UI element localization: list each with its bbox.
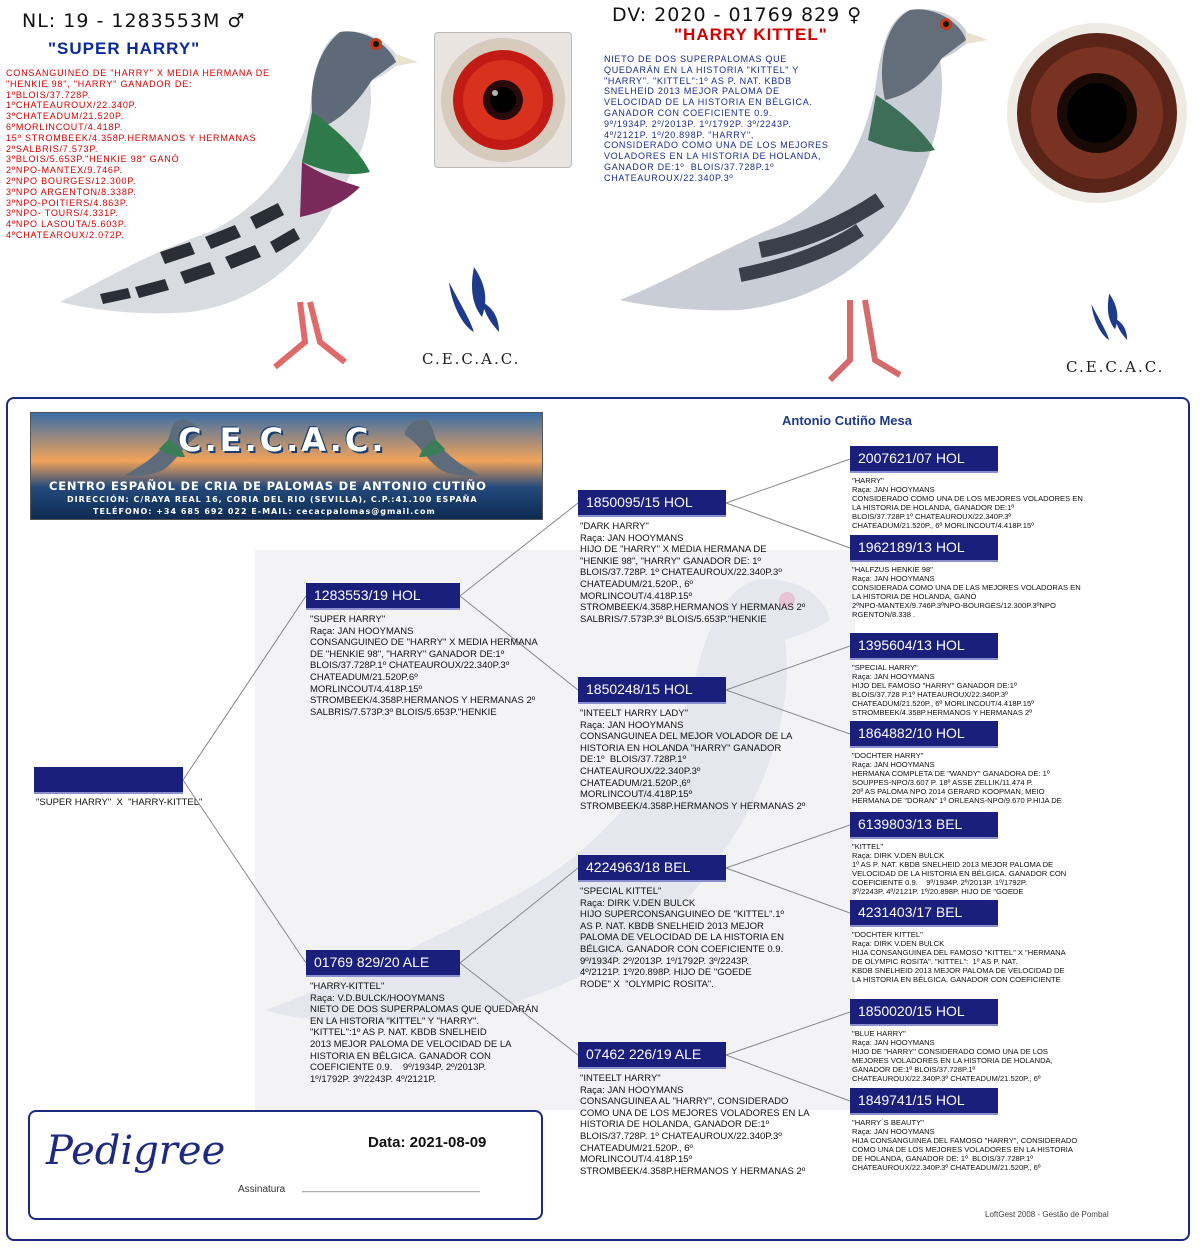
banner-title: C.E.C.A.C. [178, 421, 387, 459]
great-grandparent-4-details: "DOCHTER HARRY" Raça: JAN HOOYMANS HERMANA COMPLETA DE "WANDY" GANADORA DE: 1º SOUPPES-NPO/3.607 P. 18º ASSE ZELLIK/11.474 P. 20º AS PALOMA NPO 2014 GERARD KOOPMAN, MEIO HERMANA DE "DORAN" 1º ORLEANS-NPO/9.670 P.HIJA DE [852, 751, 1062, 805]
cecac-banner [30, 412, 543, 520]
grandsire-maternal-ring-box: 4224963/18 BEL [578, 855, 726, 882]
pedigree-title: Pedigree [46, 1128, 226, 1174]
harry-kittel-description: NIETO DE DOS SUPERPALOMAS QUE QUEDARÁN EN LA HISTORIA "KITTEL" Y "HARRY". "KITTEL":1º AS P. NAT. KBDB SNELHEID 2013 MEJOR PALOMA DE VELOCIDAD DE LA HISTORIA EN BÉLGICA. GANADOR CON COEFICIENTE 0.9. 9º/1934P. 2º/2013P. 1º/1792P. 3º/2243P. 4º/2121P. 1º/20.898P. "HARRY", CONSIDERADO COMO UNA DE LOS MEJORES VOLADORES EN LA HISTORIA DE HOLANDA, GANADOR DE:1º BLOIS/37.728P.1º CHATEAUROUX/22.340P.3º [604, 54, 829, 183]
great-grandparent-8-details: "HARRY´S BEAUTY" Raça: JAN HOOYMANS HIJA CONSANGUINEA DEL FAMOSO "HARRY", CONSIDERADO COMO UNA DE LOS MEJORES VOLADORES EN LA HISTORIA DE HOLANDA, GANADOR DE: 1º BLOIS/37.728P.1º CHATEAUROUX/22.340P.3º CHATEADUM/21.520P., 6º [852, 1118, 1078, 1172]
harry-kittel-ring-number: DV: 2020 - 01769 829 ♀ [612, 4, 863, 26]
great-grandparent-7-details: "BLUE HARRY" Raça: JAN HOOYMANS HIJO DE "HARRY" CONSIDERADO COMO UNA DE LOS MEJORES VOLADORES EN LA HISTORIA DE HOLANDA, GANADOR DE:1º BLOIS/37.728P.1º CHATEAUROUX/22.340P.3º CHATEADUM/21.520P., 6º [852, 1029, 1053, 1083]
banner-pigeon-right-icon [401, 415, 481, 485]
grandsire-paternal-ring-box: 1850095/15 HOL [578, 490, 726, 517]
great-grandparent-3-details: "SPECIAL HARRY" Raça: JAN HOOYMANS HIJO DEL FAMOSO "HARRY" GANADOR DE:1º BLOIS/37.728 P.1º HATEAUROUX/22.340P.3º CHATEADUM/21.520P., 6º MORLINCOUT/4.418P.15º STROMBEEK/4.358P.HERMANOS Y HERMANAS 2º [852, 663, 1034, 717]
cecac-logo-text-right: C.E.C.A.C. [1066, 358, 1165, 376]
banner-address: DIRECCIÓN: C/RAYA REAL 16, CORIA DEL RIO (SEVILLA), C.P.:41.100 ESPAÑA [67, 495, 478, 504]
super-harry-ring-number: NL: 19 - 1283553M ♂ [22, 10, 246, 32]
great-grandparent-3-ring-box: 1395604/13 HOL [850, 633, 998, 660]
software-credit: LoftGest 2008 - Gestão de Pombal [985, 1210, 1109, 1219]
great-grandparent-6-ring-box: 4231403/17 BEL [850, 900, 998, 927]
granddam-maternal-ring-box: 07462 226/19 ALE [578, 1042, 726, 1069]
great-grandparent-7-ring-box: 1850020/15 HOL [850, 999, 998, 1026]
owner-name: Antonio Cutiño Mesa [782, 413, 912, 428]
harry-kittel-name: "HARRY KITTEL" [674, 25, 828, 44]
sire-details: "SUPER HARRY" Raça: JAN HOOYMANS CONSANGUINEO DE "HARRY" X MEDIA HERMANA DE "HENKIE 98", "HARRY" GANADOR DE:1º BLOIS/37.728P.1º CHATEAUROUX/22.340P.3º CHATEADUM/21.520P.6º MORLINCOUT/4.418P.15º STROMBEEK/4.358P.HERMANOS Y HERMANAS 2º SALBRIS/7.573P.3º BLOIS/5.653P."HENKIE [310, 614, 538, 718]
signature-line[interactable]: ________________________________ [302, 1182, 480, 1193]
dam-ring-box: 01769 829/20 ALE [306, 950, 460, 977]
grandsire-paternal-details: "DARK HARRY" Raça: JAN HOOYMANS HIJO DE "HARRY" X MEDIA HERMANA DE "HENKIE 98", "HARRY" GANADOR DE: 1º BLOIS/37.728P. 1º CHATEAUROUX/22.340P.3º CHATEADUM/21.520P., 6º MORLINCOUT/4.418P.15º STROMBEEK/4.358P.HERMANOS Y HERMANAS 2º SALBRIS/7.573P.3º BLOIS/5.653P."HENKIE [580, 521, 806, 625]
granddam-paternal-details: "INTEELT HARRY LADY" Raça: JAN HOOYMANS CONSANGUINEA DEL MEJOR VOLADOR DE LA HISTORIA EN HOLANDA "HARRY" GANADOR DE:1º BLOIS/37.728P.1º CHATEAUROUX/22.340P.3º CHATEADUM/21.520P.,6º MORLINCOUT/4.418P.15º STROMBEEK/4.358P.HERMANOS Y HERMANAS 2º [580, 708, 806, 812]
pedigree-date: Data: 2021-08-09 [368, 1134, 487, 1151]
super-harry-name: "SUPER HARRY" [48, 39, 201, 58]
granddam-maternal-details: "INTEELT HARRY" Raça: JAN HOOYMANS CONSANGUINEA AL "HARRY", CONSIDERADO COMO UNA DE LOS MEJORES VOLADORES EN LA HISTORIA DE HOLANDA, GANADOR DE:1º BLOIS/37.728P. 1º CHATEAUROUX/22.340P.3º CHATEADUM/21.520P., 6º MORLINCOUT/4.418P.15º STROMBEEK/4.358P.HERMANOS Y HERMANAS 2º [580, 1073, 810, 1177]
great-grandparent-1-details: "HARRY" Raça: JAN HOOYMANS CONSIDERADO COMO UNA DE LOS MEJORES VOLADORES EN LA HISTORIA DE HOLANDA, GANADOR DE:1º BLOIS/37.728P.1º CHATEAUROUX/22.340P.3º CHATEADUM/21.520P., 6º MORLINCOUT/4.418P.15º [852, 476, 1083, 530]
granddam-paternal-ring-box: 1850248/15 HOL [578, 677, 726, 704]
grandsire-maternal-details: "SPECIAL KITTEL" Raça: DIRK V.DEN BULCK HIJO SUPERCONSANGUINEO DE "KITTEL".1º AS P. NAT. KBDB SNELHEID 2013 MEJOR PALOMA DE VELOCIDAD DE LA HISTORIA EN BÉLGICA. GANADOR CON COEFICIENTE 0.9. 9º/1934P. 2º/2013P. 1º/1792P. 3º/2243P. 4º/2121P. 1º/20.898P. HIJO DE "GOEDE RODE" X "OLYMPIC ROSITA". [580, 886, 784, 990]
great-grandparent-8-ring-box: 1849741/15 HOL [850, 1088, 998, 1115]
banner-contact: TELÉFONO: +34 685 692 022 E-MAIL: cecacpalomas@gmail.com [93, 507, 436, 516]
great-grandparent-1-ring-box: 2007621/07 HOL [850, 446, 998, 473]
cecac-logo-text-left: C.E.C.A.C. [422, 350, 521, 368]
great-grandparent-5-ring-box: 6139803/13 BEL [850, 812, 998, 839]
great-grandparent-4-ring-box: 1864882/10 HOL [850, 721, 998, 748]
banner-subtitle: CENTRO ESPAÑOL DE CRIA DE PALOMAS DE ANTONIO CUTIÑO [49, 479, 487, 493]
dam-details: "HARRY-KITTEL" Raça: V.D.BULCK/HOOYMANS NIETO DE DOS SUPERPALOMAS QUE QUEDARÁN EN LA HISTORIA "KITTEL" Y "HARRY". "KITTEL":1º AS P. NAT. KBDB SNELHEID 2013 MEJOR PALOMA DE VELOCIDAD DE LA HISTORIA EN BÉLGICA. GANADOR CON COEFICIENTE 0.9. 9º/1934P. 2º/2013P. 1º/1792P. 3º/2243P. 4º/2121P. [310, 981, 539, 1085]
super-harry-description: CONSANGUINEO DE "HARRY" X MEDIA HERMANA DE "HENKIE 98", "HARRY" GANADOR DE: 1ºBLOIS/37.728P. 1ºCHATEAUROUX/22.340P. 3ºCHATEADUM/21.520P. 6ºMORLINCOUT/4.418P. 15º STROMBEEK/4.358P.HERMANOS Y HERMANAS 2ºSALBRIS/7.573P. 3ºBLOIS/5.653P."HENKIE 98" GANÓ 2ºNPO-MANTEX/9.746P. 2ºNPO BOURGES/12.300P. 3ºNPO ARGENTON/8.338P. 3ºNPO-POITIERS/4.863P. 3ºNPO- TOURS/4.331P. 4ºNPO LASOUTA/5.603P. 4ºCHATEAROUX/2.072P. [6, 68, 270, 240]
great-grandparent-2-ring-box: 1962189/13 HOL [850, 535, 998, 562]
subject-caption: "SUPER HARRY" X "HARRY-KITTEL" [36, 797, 203, 808]
signature-label: Assinatura [238, 1184, 286, 1195]
subject-ring-box [34, 767, 183, 794]
great-grandparent-6-details: "DOCHTER KITTEL" Raça: DIRK V.DEN BULCK HIJA CONSANGUINEA DEL FAMOSO "KITTEL" X "HERMANA DE OLYMPIC ROSITA". "KITTEL": 1º AS P. NAT. KBDB SNELHEID 2013 MEJOR PALOMA DE VELOCIDAD DE LA HISTORIA EN BÉLGICA. GANADOR CON COEFICIENTE [852, 930, 1066, 984]
sire-ring-box: 1283553/19 HOL [306, 583, 460, 610]
great-grandparent-2-details: "HALFZUS HENKIE 98" Raça: JAN HOOYMANS CONSIDERADA COMO UNA DE LAS MEJORES VOLADORAS EN LA HISTORIA DE HOLANDA, GANÓ 2ºNPO-MANTEX/9.746P.3ºNPO-BOURGES/12.300P.3ºNPO RGENTON/8.338 . [852, 565, 1081, 619]
great-grandparent-5-details: "KITTEL" Raça: DIRK V.DEN BULCK 1º AS P. NAT. KBDB SNELHEID 2013 MEJOR PALOMA DE VELOCIDAD DE LA HISTORIA EN BÉLGICA. GANADOR CON COEFICIENTE 0.9. 9º/1934P. 2º/2013P. 1º/1792P. 3º/2243P. 4º/2121P. 1º/20.898P. HIJO DE "GOEDE [852, 842, 1067, 896]
